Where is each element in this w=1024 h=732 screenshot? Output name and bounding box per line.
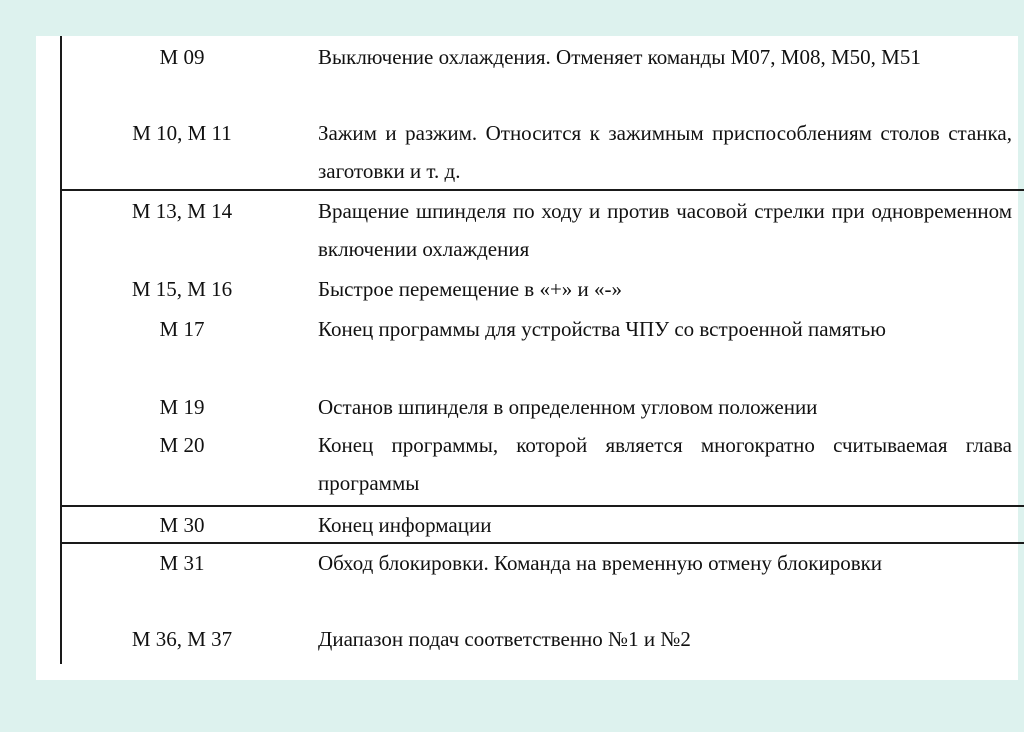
description-cell: Конец программы, которой является многократно считываемая глава программы — [318, 433, 1012, 495]
description-cell: Диапазон подач соответственно №1 и №2 — [318, 627, 691, 651]
code-cell: М 09 — [159, 45, 205, 69]
code-cell: М 20 — [159, 433, 205, 457]
description-cell: Быстрое перемещение в «+» и «-» — [318, 277, 623, 301]
code-cell: М 13, М 14 — [131, 199, 233, 223]
code-cell: М 19 — [159, 395, 205, 419]
description-cell: Конец программы для устройства ЧПУ со встроенной памятью — [318, 317, 886, 341]
document-page — [36, 36, 1018, 680]
row-divider — [62, 189, 1024, 191]
code-cell: М 15, М 16 — [131, 277, 233, 301]
description-cell: Конец информации — [318, 513, 492, 537]
description-cell: Останов шпинделя в определенном угловом положении — [318, 395, 818, 419]
code-cell: М 36, М 37 — [131, 627, 233, 651]
description-cell: Выключение охлаждения. Отменяет команды М07, М08, М50, М51 — [318, 45, 921, 69]
m-codes-table — [60, 36, 1024, 664]
description-cell: Вращение шпинделя по ходу и против часовой стрелки при одновременном включении охлаждения — [318, 199, 1012, 261]
description-cell: Обход блокировки. Команда на временную отмену блокировки — [318, 551, 883, 575]
code-cell: М 31 — [159, 551, 205, 575]
code-cell: М 17 — [159, 317, 205, 341]
description-cell: Зажим и разжим. Относится к зажимным приспособлениям столов станка, заготовки и т. д. — [318, 121, 1012, 183]
code-cell: М 10, М 11 — [132, 121, 232, 145]
code-cell: М 30 — [159, 513, 205, 537]
